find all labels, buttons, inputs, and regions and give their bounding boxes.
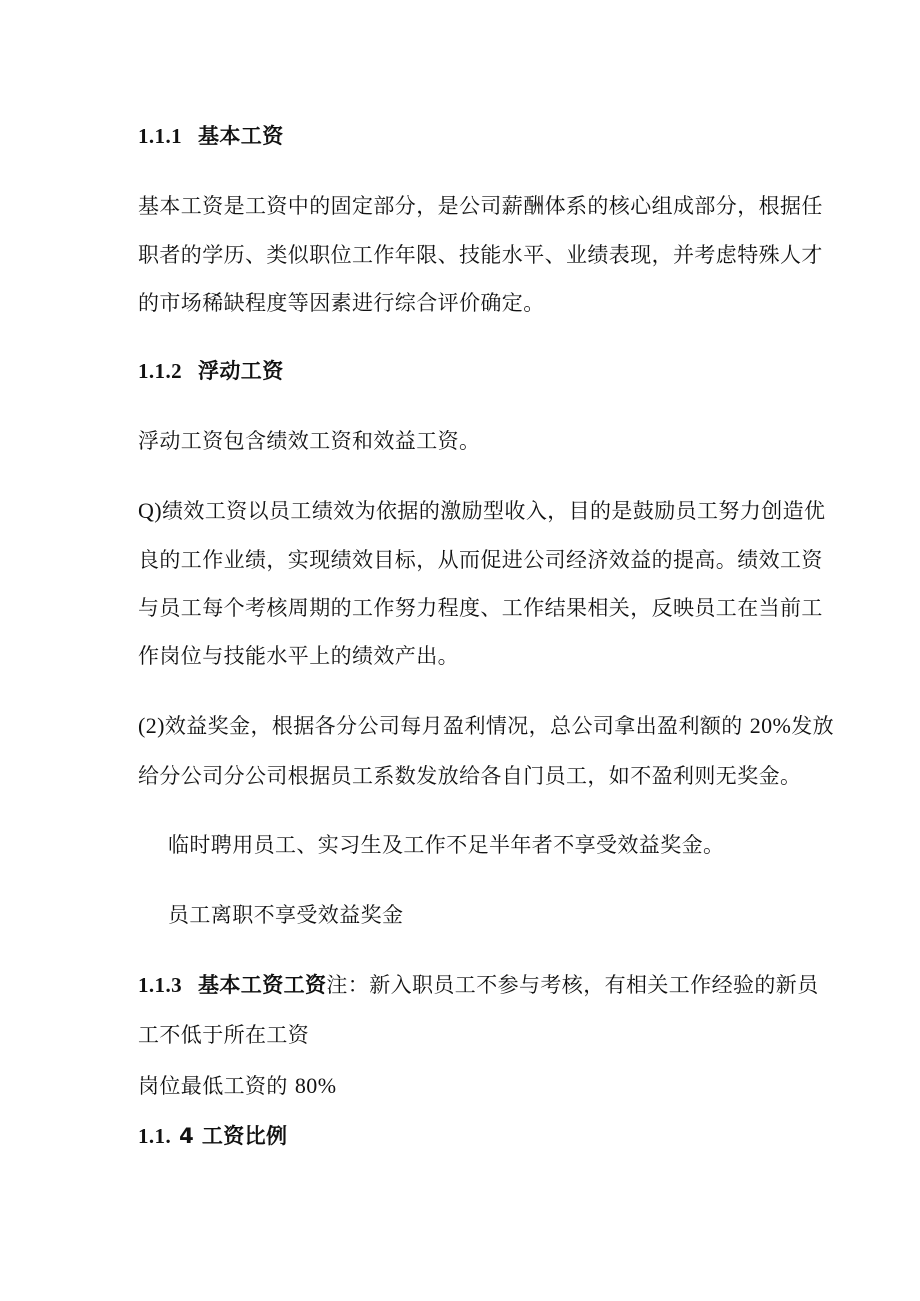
list-item-2-line: [138, 713, 834, 739]
list-item-text: 绩效工资以员工绩效为依据的激励型收入，目的是鼓励员工努力创造优: [162, 499, 826, 523]
heading-1-1-1: [138, 123, 284, 149]
paragraph-line: 基本工资是工资中的固定部分，是公司薪酬体系的核心组成部分，根据任: [138, 194, 823, 218]
heading-title: 4 工资比例: [179, 1124, 288, 1148]
list-marker: (2): [138, 713, 165, 738]
percent-value: 20%: [749, 713, 792, 738]
heading-number: 1.1.: [138, 1124, 172, 1148]
paragraph-intro: 浮动工资包含绩效工资和效益工资。: [138, 429, 481, 453]
note-line: 临时聘用员工、实习生及工作不足半年者不享受效益奖金。: [168, 833, 725, 857]
heading-number: 1.1.3: [138, 973, 182, 997]
paragraph-line: 作岗位与技能水平上的绩效产出。: [138, 644, 459, 668]
heading-title: 基本工资工资: [198, 973, 327, 997]
heading-title: 浮动工资: [198, 359, 284, 383]
list-item-text: 发放: [791, 714, 835, 738]
paragraph-line: 的市场稀缺程度等因素进行综合评价确定。: [138, 291, 545, 315]
inline-note: 注：新入职员工不参与考核，有相关工作经验的新员: [326, 973, 819, 997]
paragraph-line: 给分公司分公司根据员工系数发放给各自门员工，如不盈利则无奖金。: [138, 764, 802, 788]
paragraph-line: 与员工每个考核周期的工作努力程度、工作结果相关，反映员工在当前工: [138, 596, 823, 620]
heading-number: 1.1.2: [138, 359, 182, 383]
paragraph-line: [138, 1073, 336, 1099]
heading-1-1-2: [138, 358, 284, 384]
paragraph-text: 岗位最低工资的: [138, 1074, 288, 1098]
percent-value: 80%: [294, 1073, 337, 1098]
paragraph-line: 良的工作业绩，实现绩效目标，从而促进公司经济效益的提高。绩效工资: [138, 548, 823, 572]
paragraph-line: 职者的学历、类似职位工作年限、技能水平、业绩表现，并考虑特殊人才: [138, 243, 823, 267]
heading-1-1-3: [138, 972, 819, 998]
list-item-text: 效益奖金，根据各分公司每月盈利情况，总公司拿出盈利额的: [164, 714, 743, 738]
heading-1-1-4: [138, 1123, 287, 1149]
paragraph-line: 工不低于所在工资: [138, 1023, 310, 1047]
heading-number: 1.1.1: [138, 124, 182, 148]
heading-title: 基本工资: [198, 124, 284, 148]
list-marker: Q): [138, 498, 163, 523]
list-item-1-line: [138, 498, 825, 524]
note-line: 员工离职不享受效益奖金: [168, 903, 404, 927]
